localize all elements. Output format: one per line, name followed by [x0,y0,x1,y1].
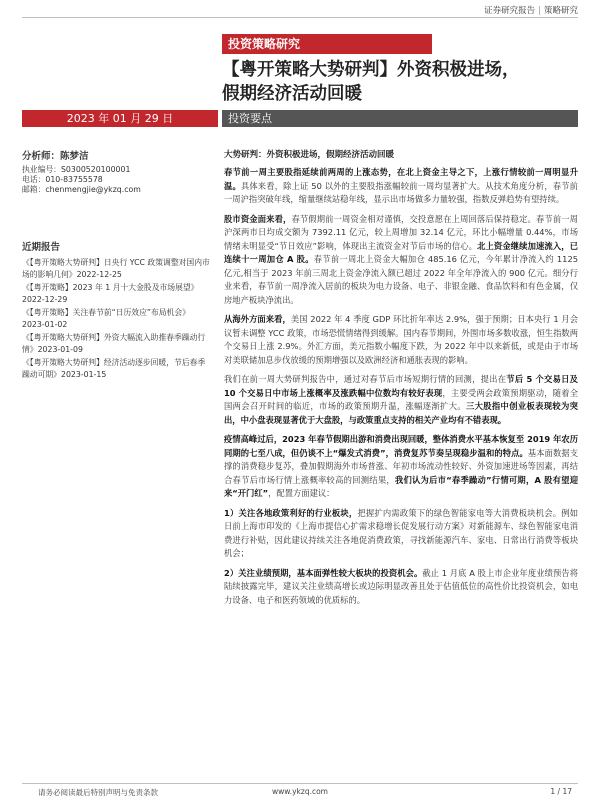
paragraph-suggestion-2 [224,567,578,608]
recent-report-item[interactable]: 《【粤开策略】关注春节前“日历效应”布局机会》2023-01-02 [22,308,190,329]
paragraph-text: 基本面数据支撑的消费稳步复苏，叠加假期海外市场普涨、年初市场流动性较好、外资加速进场等因素，再结合春节后市场行情上涨概率较高的回测结果， [224,447,578,485]
paragraph-capital-flow [224,213,578,308]
paragraph-text: 春节前一周北上资金大幅加仓 485.16 亿元，今年累计净流入约 1125 亿元,相当于 2023 年前三周北上资金净流入额已超过 2022 年全年净流入的 900 亿元。细分行业来看，春节前一周净流入居前的板块为电力设备、电子、非银金融、食品饮料和有色金属，仅房地产板块净流出。 [224,254,578,305]
paragraph-emphasis: 我们认为后市“春季躁动”行情可期，A 股有望迎来“开门红” [224,474,578,498]
summary-label-bar: 投资要点 [222,110,578,127]
recent-reports-title: 近期报告 [22,242,61,253]
page-number: 1 / 17 [550,787,572,796]
analyst-phone: 电话：010-83755578 [22,175,103,184]
paragraph-text: 具体来看，除上证 50 以外的主要股指涨幅较前一周均显著扩大。从技术角度分析，春节前一周沪指突破年线，缩量继续站稳年线，显示出市场做多力量较强，指数反弹趋势有望持续。 [224,180,578,204]
footer-disclaimer: 请务必阅读最后特别声明与免责条款 [38,788,158,797]
section-heading: 大势研判：外资积极进场，假期经济活动回暖 [224,150,395,160]
report-date: 2023 年 01 月 29 日 [22,110,218,127]
paragraph-emphasis: 股市资金面来看， [224,213,292,224]
main-content [224,148,578,613]
report-title [222,58,576,106]
paragraph-text: ，主要受两会政策预期驱动，随着全国两会召开时间的临近，市场的政策预期升温，涨幅逐渐扩大。 [224,387,578,411]
analyst-cert: 执业编号：S0300520100001 [22,165,131,174]
header-divider [22,17,578,18]
sidebar [22,148,218,382]
report-category: 证券研究报告 [484,6,536,16]
paragraph-overseas [224,313,578,367]
analyst-email[interactable]: 邮箱：chenmengjie@ykzq.com [22,185,141,194]
report-title-line-1: 【粤开策略大势研判】外资积极进场， [222,60,520,80]
paragraph-emphasis: 1）关注各地政策利好的行业板块， [224,507,358,518]
paragraph-emphasis: 2）关注业绩预期，基本面弹性较大板块的投资机会。 [224,567,423,578]
brand-label-bar: 投资策略研究 [222,34,432,54]
recent-report-item[interactable]: 《【粤开策略大势研判】经济活动逐步回暖，节后春季躁动可期》2023-01-15 [22,358,206,379]
paragraph-emphasis: 疫情高峰过后，2023 年春节假期出游和消费出现回暖，整体消费水平基本恢复至 2019 年农历同期的七至八成，但仍谈不上“爆发式消费”，消费复苏节奏呈现稳步温和的特点。 [224,434,578,458]
header-separator: | [538,6,541,16]
footer-divider [22,783,578,784]
paragraph-backtest [224,373,578,427]
paragraph-text: 我们在前一周大势研判报告中，通过对春节后市场短期行情的回测，提出在 [224,374,507,384]
analyst-name: 分析师：陈梦洁 [22,151,89,162]
paragraph-text: 把握扩内需政策下的绿色智能家电等大消费板块机会。例如日前上海市印发的《上海市提信心扩需求稳增长促发展行动方案》对新能源车、绿色智能家电消费进行补贴，因此建议持续关注各地促消费政策，寻找新能源汽车、家电、日常出行消费等板块机会； [224,507,578,558]
paragraph-text: 截止 1 月底 A 股上市企业年度业绩预告将陆续披露完毕，建议关注业绩高增长或边际明显改善且处于估值低位的高性价比投资机会，如电力设备、电子和医药领域的优质标的。 [224,567,578,605]
recent-report-item[interactable]: 《【粤开策略】2023 年 1 月十大金股及市场展望》2022-12-29 [22,283,199,304]
report-title-line-2: 假期经济活动回暖 [222,84,362,104]
recent-report-item[interactable]: 《【粤开策略大势研判】日央行 YCC 政策调整对国内市场的影响几何》2022-12-25 [22,258,210,279]
paragraph-emphasis: 春节前一周主要股指延续前两周的上涨态势，在北上资金主导之下，上涨行情较前一周明显升温。 [224,167,578,191]
paragraph-emphasis: 节后 5 个交易日及 10 个交易日中市场上涨概率及涨跌幅中位数均有较好表现 [224,374,578,398]
recent-report-item[interactable]: 《【粤开策略大势研判】外资大幅流入助推春季躁动行情》2023-01-09 [22,333,206,354]
paragraph-suggestion-1 [224,507,578,561]
paragraph-text: 春节假期前一周资金相对谨慎，交投意愿在上周回落后保持稳定。春节前一周沪深两市日均成交额为 7392.11 亿元，较上周增加 32.14 亿元，环比小幅增量 0.44%，市场情绪未明显受“节日效应”影响，体现出主流资金对节后市场的信心。 [224,213,578,251]
report-subcategory: 策略研究 [543,6,578,16]
paragraph-emphasis: 三大股指中创业板表现较为突出，中小盘表现显著优于大盘股，与政策重点支持的相关产业均有不错表现。 [224,401,578,425]
paragraph-market-trend [224,166,578,207]
footer [22,787,578,797]
paragraph-text: 美国 2022 年 4 季度 GDP 环比折年率达 2.9%，强于预期；日本央行 1 月会议暂未调整 YCC 政策，市场恐慌情绪得到缓解。国内春节期间，外围市场多数收涨，恒生指数两个交易日上涨 2.9%。外汇方面，美元指数小幅度下跌，为 2022 年中以来新低，或是由于市场对美联储加息步伐放缓的预期增强以及欧洲经济和通胀表现的影响。 [224,314,578,365]
paragraph-consumption [224,433,578,501]
footer-website[interactable]: www.ykzq.com [272,787,328,796]
report-type-header [484,4,578,16]
paragraph-emphasis: 北上资金继续加速流入，已连续十一周加仓 A 股。 [224,240,578,264]
paragraph-emphasis: 从海外方面来看， [224,314,291,324]
paragraph-text: ，配置方面建议： [268,488,335,498]
